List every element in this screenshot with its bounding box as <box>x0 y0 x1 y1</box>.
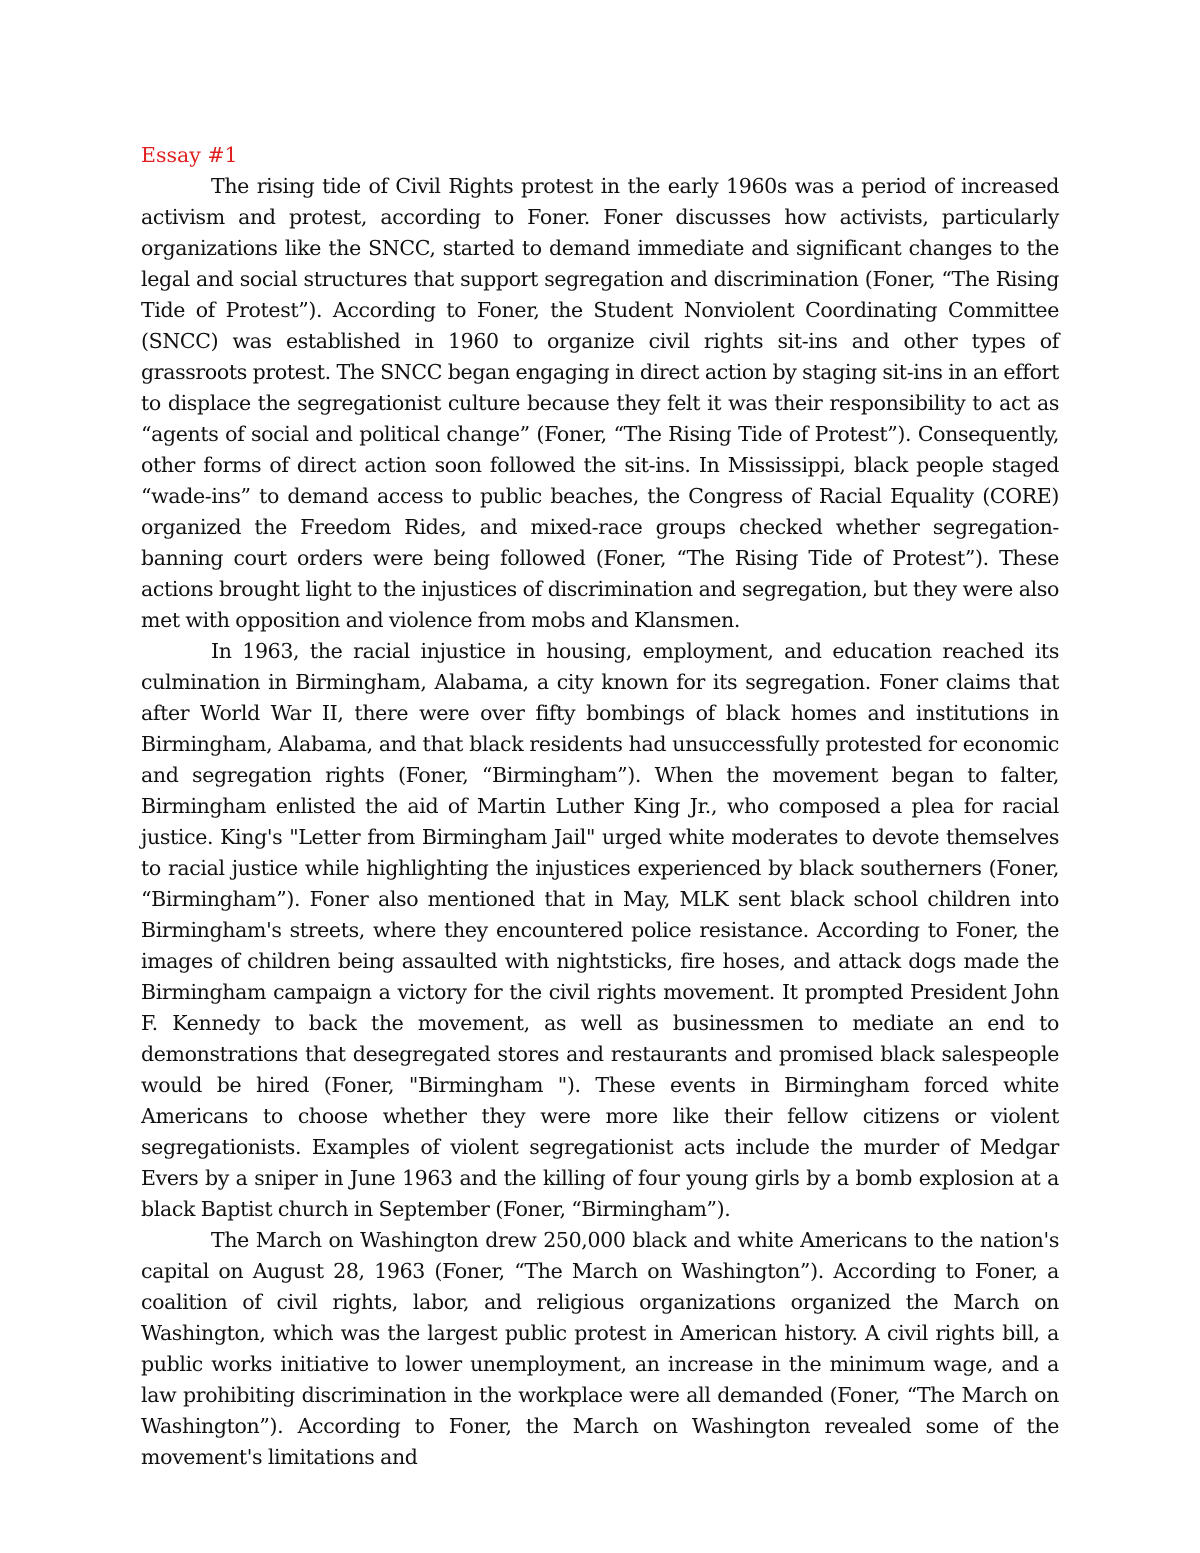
paragraph-birmingham: In 1963, the racial injustice in housing, employment, and education reached its culmination in Birmingham, Alabama, a city known for its segregation. Foner claims that after World War II, there were over fifty bombings of black homes and institutions in Birmingham, Alabama, and that black residents had unsuccessfully protested for economic and segregation rights (Foner, “Birmingham”). When the movement began to falter, Birmingham enlisted the aid of Martin Luther King Jr., who composed a plea for racial justice. King's "Letter from Birmingham Jail" urged white moderates to devote themselves to racial justice while highlighting the injustices experienced by black southerners (Foner, “Birmingham”). Foner also mentioned that in May, MLK sent black school children into Birmingham's streets, where they encountered police resistance. According to Foner, the images of children being assaulted with nightsticks, fire hoses, and attack dogs made the Birmingham campaign a victory for the civil rights movement. It prompted President John F. Kennedy to back the movement, as well as businessmen to mediate an end to demonstrations that desegregated stores and restaurants and promised black salespeople would be hired (Foner, "Birmingham "). These events in Birmingham forced white Americans to choose whether they were more like their fellow citizens or violent segregationists. Examples of violent segregationist acts include the murder of Medgar Evers by a sniper in June 1963 and the killing of four young girls by a bomb explosion at a black Baptist church in September (Foner, “Birmingham”). <box>141 639 1059 1221</box>
essay-heading: Essay #1 <box>141 143 238 167</box>
paragraph-sncc-protest: The rising tide of Civil Rights protest in the early 1960s was a period of increased activism and protest, according to Foner. Foner discusses how activists, particularly organizations like the SNCC, started to demand immediate and significant changes to the legal and social structures that support segregation and discrimination (Foner, “The Rising Tide of Protest”). According to Foner, the Student Nonviolent Coordinating Committee (SNCC) was established in 1960 to organize civil rights sit-ins and other types of grassroots protest. The SNCC began engaging in direct action by staging sit-ins in an effort to displace the segregationist culture because they felt it was their responsibility to act as “agents of social and political change” (Foner, “The Rising Tide of Protest”). Consequently, other forms of direct action soon followed the sit-ins. In Mississippi, black people staged “wade-ins” to demand access to public beaches, the Congress of Racial Equality (CORE) organized the Freedom Rides, and mixed-race groups checked whether segregation-banning court orders were being followed (Foner, “The Rising Tide of Protest”). These actions brought light to the injustices of discrimination and segregation, but they were also met with opposition and violence from mobs and Klansmen. <box>141 174 1059 632</box>
essay-body <box>141 140 1059 1473</box>
paragraph-march-on-washington: The March on Washington drew 250,000 black and white Americans to the nation's capital on August 28, 1963 (Foner, “The March on Washington”). According to Foner, a coalition of civil rights, labor, and religious organizations organized the March on Washington, which was the largest public protest in American history. A civil rights bill, a public works initiative to lower unemployment, an increase in the minimum wage, and a law prohibiting discrimination in the workplace were all demanded (Foner, “The March on Washington”). According to Foner, the March on Washington revealed some of the movement's limitations and <box>141 1228 1059 1469</box>
